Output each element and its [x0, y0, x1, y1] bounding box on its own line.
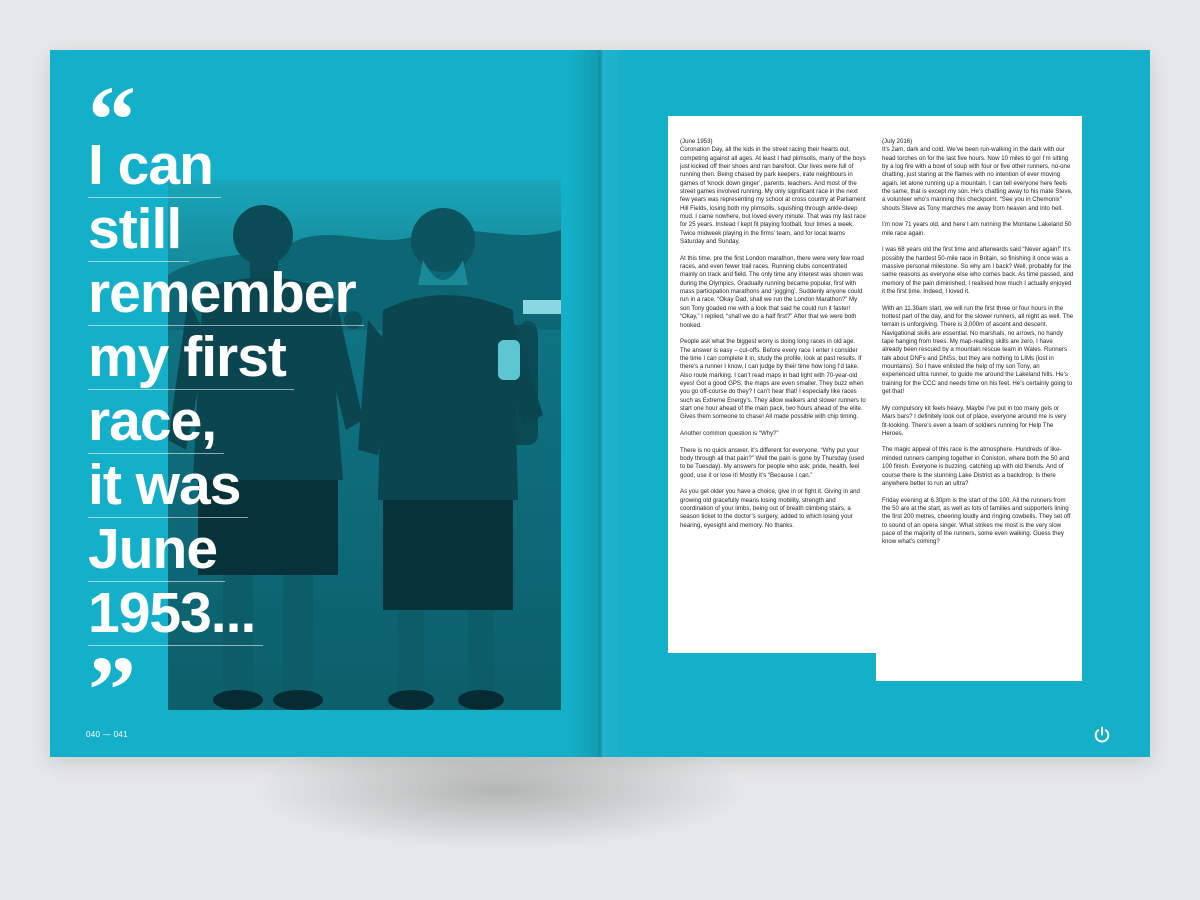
quote-line: June — [88, 519, 225, 582]
paragraph: It’s 2am, dark and cold. We’ve been run-walking in the dark with our head torches on for the last five hours. Now 10 miles to go! I’m sitting by a log fire with a bowl of soup with four or five other runners, no-one chatting, just staring at the flames with no intention of ever moving again, let alone running up a mountain. I can tell everyone here feels the same, that is except my son. He’s chatting away to his mate Steve, a volunteer who’s manning this checkpoint. “See you in Chemonix” shouts Steve as Tony marches me away from heaven and into hell. — [882, 146, 1073, 212]
paragraph: Another common question is “Why?” — [680, 429, 779, 437]
paragraph: I’m now 71 years old, and here I am running the Montane Lakeland 50 mile race again. — [882, 221, 1072, 237]
paragraph: People ask what the biggest worry is doing long races in old age. The answer is easy – cut-offs. Before every race I enter I consider the time I can complete it in, study the profile, look at past results. If there’s a runner I know, I can judge by their time how long I’d take. Also route marking. I can’t read maps in bad light with 70-year-old eyes! Got a good GPS, the maps are even smaller. They buzz when you go off-course do they? I can’t hear that! I especially like races such as Extreme Energy’s. They allow walkers and slower runners to start one hour ahead of the main pack, two hours ahead of the elite. Gives them someone to chase! All made possible with chip timing. — [680, 338, 866, 421]
page-numbers: 040 — 041 — [86, 730, 128, 739]
power-icon — [1093, 726, 1111, 744]
paragraph: Coronation Day, all the kids in the street racing their hearts out, competing against all ages. At least I had plimsolls, many of the boys just kicked off their shoes and ran barefoot. Our lives were full of running then. Being chased by park keepers, irate neighbours in games of ‘knock down ginger’, parents, teachers. And most of the street games involved running. My only significant race in the next few years was representing my school at cross country at Parliament Hill Fields, losing both my plimsolls, squishing through ankle-deep mud. I came nowhere, but loved every minute. That was my last race for 25 years. Instead I kept fit playing football, four times a week. Twice midweek playing in the firms’ team, and for local teams Saturday and Sunday. — [680, 146, 866, 246]
paragraph: There is no quick answer, it’s different for everyone. “Why put your body through all that pain?” Well the pain is gone by Thursday (used to be Tuesday). My answers for people who ask: pride, health, feel good, use it or lose it! Mostly it’s “Because I can.” — [680, 446, 865, 479]
text-column-1 — [668, 116, 872, 653]
column-heading: (July 2016) — [882, 138, 913, 145]
quote-line: remember — [88, 263, 364, 326]
paragraph: My compulsory kit feels heavy. Maybe I’ve put in too many gels or Mars bars? I definitely look out of place, everyone around me is very fit-looking. There’s even a team of soldiers running for Help The Heroes. — [882, 404, 1067, 437]
paragraph: As you get older you have a choice, give in or fight it. Giving in and growing old gracefully means losing mobility, strength and coordination of your limbs, being out of breath climbing stairs, a season ticket to the doctor’s surgery, added to which losing your hearing, eyesight and memory. No thanks. — [680, 488, 860, 529]
paragraph: The magic appeal of this race is the atmosphere. Hundreds of like-minded runners camping together in Coniston, where both the 50 and 100 finish. Everyone is buzzing, catching up with old friends. And of course there is the stunning Lake District as a backdrop. Is there anywhere better to run an ultra? — [882, 446, 1070, 487]
quote-line: it was — [88, 455, 248, 518]
paragraph: With an 11.30am start, we will run the first three or four hours in the hottest part of the day, and for the slower runners, all night as well. The terrain is unforgiving. There is 3,000m of ascent and descent. Navigational skills are essential. No marshals, no arrows, no handy tape hanging from trees. My map-reading skills are zero, I have already been rescued by a mountain rescue team in Wales. Runners talk about DNFs and DNSs, but they are nothing to LIMs (lost in mountains). So I have enlisted the help of my son Tony, an experienced ultra runner, to guide me around the Lakeland hills. He’s training for the CCC and needs time on his feet. He’s certainly going to get that! — [882, 304, 1074, 396]
paragraph: I was 68 years old the first time and afterwards said “Never again!” It’s possibly the hardest 50-mile race in Britain, so finishing it once was a massive personal milestone. So why am I back? Well, probably for the same reasons as everyone else who comes back. As time passed, and memory of the pain diminished, I realised how much I actually enjoyed it the first time. Indeed, I loved it. — [882, 246, 1074, 296]
magazine-spread — [50, 50, 1150, 757]
text-column-2 — [876, 116, 1082, 681]
column-heading: (June 1953) — [680, 138, 713, 145]
paragraph: Friday evening at 6.30pm is the start of the 100. All the runners from the 50 are at the start, as well as lots of families and supporters lining the first 200 metres, cheering loudly and ringing cowbells. They set off to sound of an opera singer. What strikes me most is the very slow pace of the majority of the runners, some even walking. Guess they know what’s coming? — [882, 496, 1071, 546]
close-quote-mark — [88, 652, 488, 704]
quote-line: race, — [88, 391, 224, 454]
quote-line: I can — [88, 135, 221, 198]
pull-quote — [88, 82, 488, 704]
left-page — [50, 50, 600, 757]
open-quote-mark — [88, 82, 488, 134]
quote-line: my first — [88, 327, 294, 390]
paragraph: At this time, pre the first London marathon, there were very few road races, and even fewer trail races. Running clubs concentrated mainly on track and field. The only time any interest was shown was during the Olympics. Gradually running became popular, first with mass participation marathons and ‘jogging’. Suddenly anyone could run in a race. “Okay Dad, shall we run the London Marathon?” My son Tony goaded me with a look that said he could run it faster! “Okay,” I replied, “shall we do a half first?” After that we were both hooked. — [680, 254, 864, 329]
right-page — [600, 50, 1150, 757]
quote-line: 1953... — [88, 583, 263, 646]
quote-line: still — [88, 199, 189, 262]
